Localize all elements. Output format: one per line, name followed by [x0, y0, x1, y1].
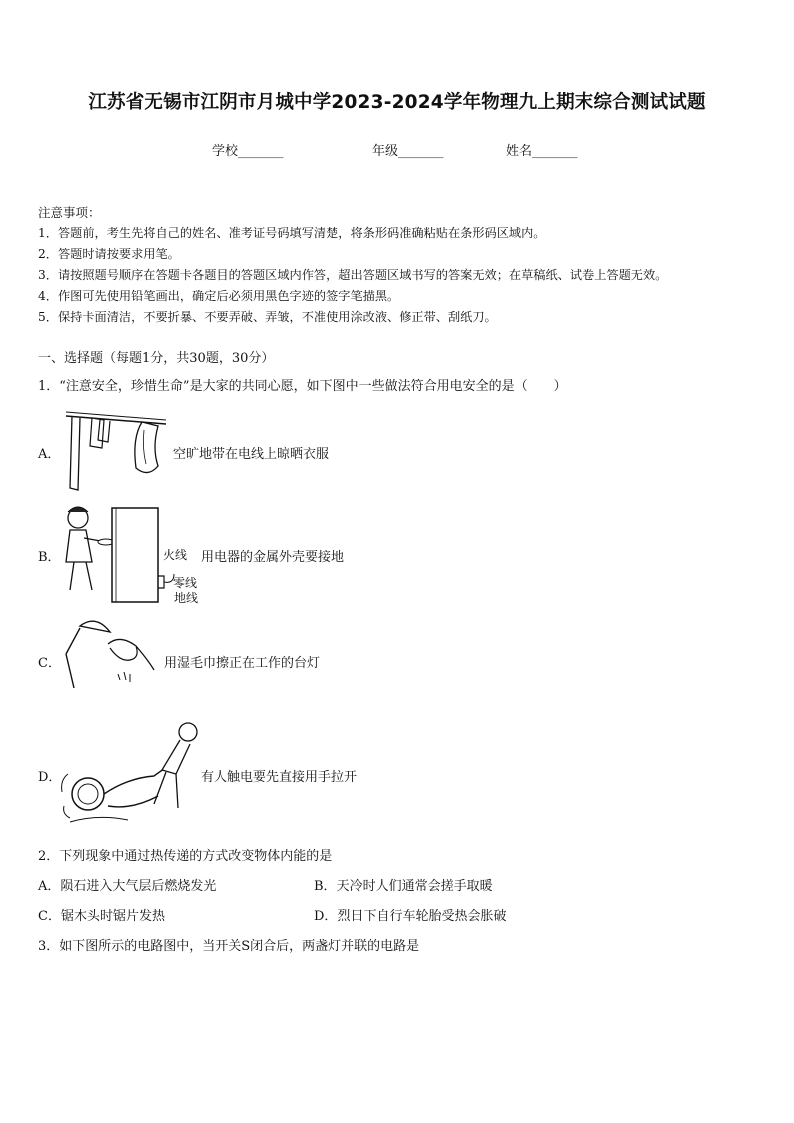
- name-label: 姓名: [506, 144, 533, 159]
- school-label: 学校: [212, 144, 239, 159]
- note-item: 1．答题前，考生先将自己的姓名、准考证号码填写清楚，将条形码准确粘贴在条形码区域内。: [38, 226, 546, 240]
- q2-option-b[interactable]: [314, 875, 493, 894]
- q2-option-c-letter: C．: [38, 909, 61, 924]
- name-blank: _______: [532, 144, 578, 159]
- note-item: 5．保持卡面清洁，不要折暴、不要弄破、弄皱，不准使用涂改液、修正带、刮纸刀。: [38, 310, 497, 324]
- page-title: 江苏省无锡市江阴市月城中学2023-2024学年物理九上期末综合测试试题: [88, 92, 706, 113]
- option-b-letter[interactable]: B．: [38, 550, 61, 565]
- question-1-stem: 1．“注意安全，珍惜生命”是大家的共同心愿，如下图中一些做法符合用电安全的是（ ）: [38, 379, 567, 394]
- name-field[interactable]: [506, 140, 578, 159]
- option-b-text: 用电器的金属外壳要接地: [201, 550, 345, 565]
- q2-option-b-text: 天冷时人们通常会搓手取暖: [336, 879, 493, 894]
- grade-blank: _______: [398, 144, 444, 159]
- ground-wire-label: 地线: [174, 591, 199, 605]
- q2-option-a-letter: A．: [38, 879, 61, 894]
- q2-option-d-letter: D．: [314, 909, 338, 924]
- q2-option-d-text: 烈日下自行车轮胎受热会胀破: [337, 909, 507, 924]
- question-2-stem: 2．下列现象中通过热传递的方式改变物体内能的是: [38, 849, 333, 864]
- question-3-stem: 3．如下图所示的电路图中，当开关S闭合后，两盏灯并联的电路是: [38, 939, 420, 954]
- school-field[interactable]: [212, 140, 284, 159]
- q2-option-a[interactable]: [38, 875, 216, 894]
- live-wire-label: 火线: [163, 548, 188, 562]
- option-a-letter[interactable]: A．: [38, 447, 61, 462]
- note-item: 3．请按照题号顺序在答题卡各题目的答题区域内作答，超出答题区域书写的答案无效；在草稿纸、试卷上答题无效。: [38, 268, 668, 282]
- q2-option-c[interactable]: [38, 905, 165, 924]
- q2-option-d[interactable]: [314, 905, 506, 924]
- neutral-wire-label: 零线: [173, 576, 198, 590]
- section-heading: 一、选择题（每题1分，共30题，30分）: [38, 351, 275, 366]
- option-d-text: 有人触电要先直接用手拉开: [201, 770, 358, 785]
- wet-towel-lamp-icon: [60, 614, 162, 692]
- option-c-text: 用湿毛巾擦正在工作的台灯: [164, 656, 321, 671]
- q2-option-a-text: 陨石进入大气层后燃烧发光: [60, 879, 217, 894]
- clothes-on-wire-icon: [62, 408, 172, 494]
- q2-option-c-text: 锯木头时锯片发热: [60, 909, 165, 924]
- q2-option-b-letter: B．: [314, 879, 337, 894]
- note-item: 2．答题时请按要求用笔。: [38, 247, 180, 261]
- pulling-electrocuted-person-icon: [58, 714, 206, 828]
- grade-label: 年级: [372, 144, 399, 159]
- option-c-letter[interactable]: C．: [38, 656, 61, 671]
- notes-heading: 注意事项：: [38, 205, 101, 220]
- option-a-text: 空旷地带在电线上晾晒衣服: [173, 447, 330, 462]
- grade-field[interactable]: [372, 140, 444, 159]
- option-d-letter[interactable]: D．: [38, 770, 62, 785]
- note-item: 4．作图可先使用铅笔画出，确定后必须用黑色字迹的签字笔描黑。: [38, 289, 400, 303]
- school-blank: _______: [238, 144, 284, 159]
